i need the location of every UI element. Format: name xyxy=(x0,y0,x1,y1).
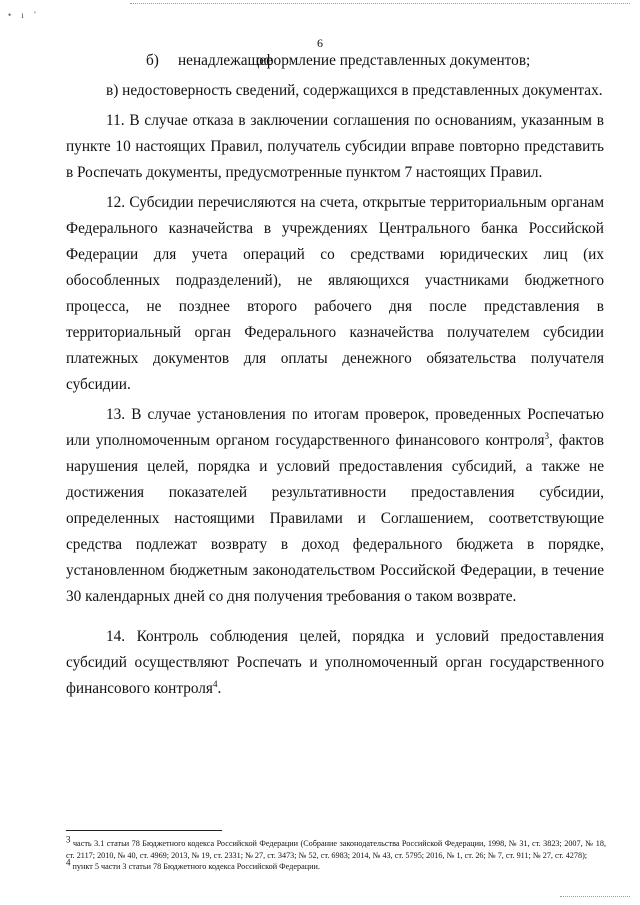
footnotes xyxy=(66,834,606,873)
list-item-b-text: оформление представленных документов; xyxy=(256,52,531,69)
list-item-b xyxy=(66,48,604,74)
scan-edge-line-bottom xyxy=(560,896,630,897)
paragraph-13 xyxy=(66,402,604,610)
paragraph-14-text-b: . xyxy=(217,680,222,697)
footnote-4 xyxy=(66,857,606,873)
footnote-ref-4[interactable]: 4 xyxy=(212,678,218,689)
corner-mark: • ı ' xyxy=(8,10,40,20)
footnote-ref-3[interactable]: 3 xyxy=(544,430,550,441)
paragraph-11: 11. В случае отказа в заключении соглашения по основаниям, указанным в пункте 10 настоящих Правил, получатель субсидии вправе повторно представить в Роспечать документы, предусмотренные пунктом 7 настоящих Правил. xyxy=(66,112,604,181)
list-item-b-letter: б) xyxy=(146,52,159,69)
list-item-v: в) недостоверность сведений, содержащихся в представленных документах. xyxy=(106,82,603,99)
paragraph-13-text-a: 13. В случае установления по итогам проверок, проведенных Роспечатью или уполномоченным органом государственного финансового контроля xyxy=(66,406,604,449)
footnote-separator xyxy=(66,830,222,831)
list-item-b-word: ненадлежащее xyxy=(178,52,273,69)
paragraph-14 xyxy=(66,624,604,702)
page-number: 6 xyxy=(317,36,323,50)
paragraph-14-text-a: 14. Контроль соблюдения целей, порядка и условий предоставления субсидий осуществляют Роспечать и уполномоченный орган государственного финансового контроля xyxy=(66,628,604,697)
paragraph-13-text-b: , фактов нарушения целей, порядка и условий предоставления субсидий, а также не достижения показателей результативности предоставления субсидии, определенных настоящими Правилами и Соглашением, соответствующие средства подлежат возврату в доход федерального бюджета в порядке, установленном бюджетным законодательством Российской Федерации, в течение 30 календарных дней со дня получения требования о таком возврате. xyxy=(66,432,605,605)
footnote-mark-3: 3 xyxy=(66,834,71,845)
scan-edge-line xyxy=(130,3,630,4)
document-body xyxy=(66,48,604,706)
footnote-3-text: часть 3.1 статьи 78 Бюджетного кодекса Российской Федерации (Собрание законодательства Российской Федерации, 1998, № 31, ст. 3823; 2007, № 18, ст. 2117; 2010, № 40, ст. 4969; 2013, № 19, ст. 2331; № 27, ст. 3473; № 52, ст. 6983; 2014, № 43, ст. 5795; 2016, № 1, ст. 26; № 7, ст. 911; № 27, ст. 4278); xyxy=(66,839,606,860)
footnote-mark-4: 4 xyxy=(66,857,71,868)
footnote-4-text: пункт 5 части 3 статьи 78 Бюджетного кодекса Российской Федерации. xyxy=(70,862,320,871)
footnote-3 xyxy=(66,834,606,861)
paragraph-12: 12. Субсидии перечисляются на счета, открытые территориальным органам Федерального казначейства в учреждениях Центрального банка Российской Федерации для учета операций со средствами юридических лиц (их обособленных подразделений), не являющихся участниками бюджетного процесса, не позднее второго рабочего дня после представления в территориальный орган Федерального казначейства получателем субсидии платежных документов для оплаты денежного обязательства получателя субсидии. xyxy=(66,194,604,393)
